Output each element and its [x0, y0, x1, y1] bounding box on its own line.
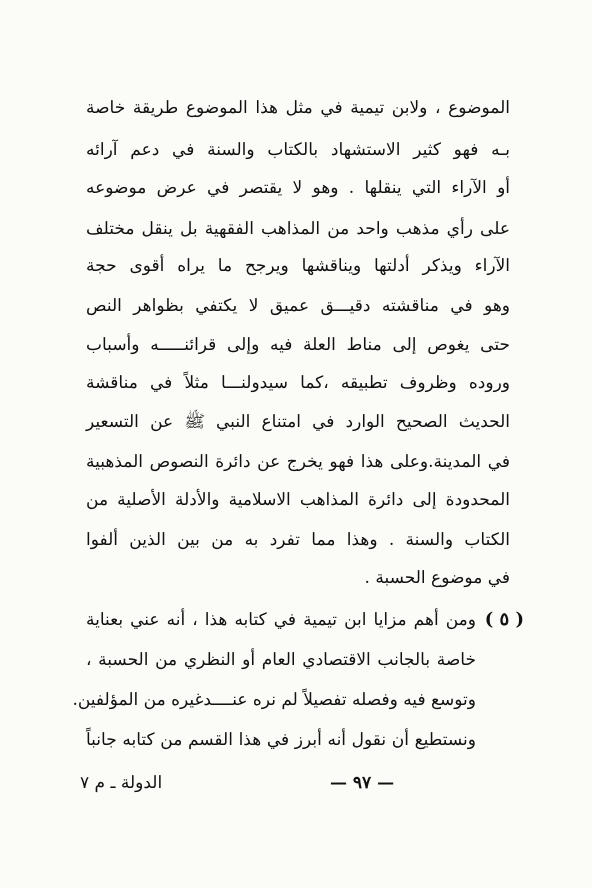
text-line: بـه فهو كثير الاستشهاد بالكتاب والسنة في دعم آرائه — [86, 140, 510, 160]
paragraph-number: ( ٥ ) — [484, 609, 524, 630]
text-line: حتى يغوص إلى مناط العلة فيه وإلى قرائنـــــه وأسباب — [86, 335, 510, 355]
page-footer — [80, 770, 510, 798]
text-line: الكتاب والسنة . وهذا مما تفرد به من بين الذين ألفوا — [86, 530, 510, 550]
text-line: في المدينة.وعلى هذا فهو يخرج عن دائرة النصوص المذهبية — [86, 452, 510, 472]
printer-signature: الدولة ـ م ٧ — [80, 773, 163, 793]
text-line: ونستطيع أن نقول أنه أبرز في هذا القسم من كتابه جانباً — [86, 730, 476, 750]
text-line: الآراء ويذكر أدلتها ويناقشها ويرجح ما يراه أقوى حجة — [86, 256, 510, 276]
page-number: — ٩٧ — — [330, 773, 395, 793]
text-line: وتوسع فيه وفصله تفصيلاً لم نره عنــــدغيره من المؤلفين. — [72, 690, 476, 710]
text-line: الموضوع ، ولابن تيمية في مثل هذا الموضوع طريقة خاصة — [86, 98, 510, 118]
text-line: خاصة بالجانب الاقتصادي العام أو النظري من الحسبة ، — [86, 650, 476, 670]
text-line: في موضوع الحسبة . — [364, 568, 510, 588]
text-line: وهو في مناقشته دقيـــق عميق لا يكتفي بظواهر النص — [86, 296, 510, 316]
text-line: على رأي مذهب واحد من المذاهب الفقهية بل ينقل مختلف — [86, 219, 510, 239]
text-line: المحدودة إلى دائرة المذاهب الاسلامية والأدلة الأصلية من — [86, 490, 510, 510]
text-line: الحديث الصحيح الوارد في امتناع النبي ﷺ عن التسعير — [86, 412, 510, 432]
text-line: وروده وظروف تطبيقه ،كما سيدولنـــا مثلاً في مناقشة — [86, 373, 510, 393]
text-line: ومن أهم مزايا ابن تيمية في كتابه هذا ، أنه عني بعناية — [86, 610, 476, 630]
text-line: أو الآراء التي ينقلها . وهو لا يقتصر في عرض موضوعه — [86, 178, 510, 198]
